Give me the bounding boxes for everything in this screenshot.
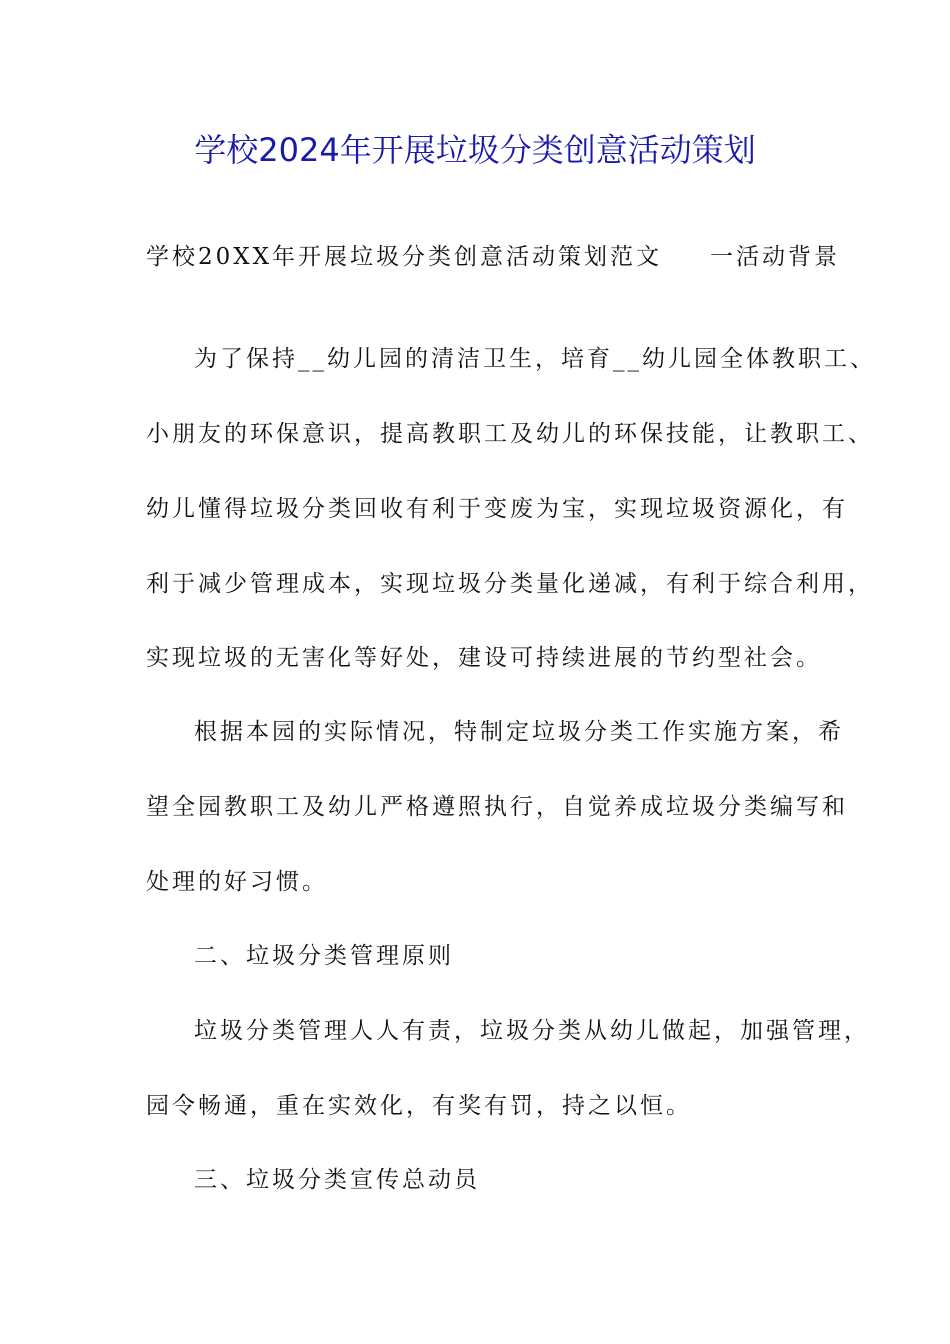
section-heading: 一活动背景 — [710, 244, 841, 270]
line-text: 学校20XX年开展垃圾分类创意活动策划范文 — [146, 244, 663, 270]
text-line-6: 实现垃圾的无害化等好处，建设可持续进展的节约型社会。 — [146, 645, 822, 671]
text-line-8: 望全园教职工及幼儿严格遵照执行，自觉养成垃圾分类编写和 — [146, 794, 848, 820]
section-heading-3: 三、垃圾分类宣传总动员 — [194, 1167, 480, 1193]
text-line-5: 利于减少管理成本，实现垃圾分类量化递减，有利于综合利用， — [146, 571, 874, 597]
text-line-11: 垃圾分类管理人人有责，垃圾分类从幼儿做起，加强管理， — [194, 1018, 870, 1044]
text-line-12: 园令畅通，重在实效化，有奖有罚，持之以恒。 — [146, 1093, 692, 1119]
section-heading-2: 二、垃圾分类管理原则 — [194, 943, 454, 969]
text-line-3: 小朋友的环保意识，提高教职工及幼儿的环保技能，让教职工、 — [146, 421, 874, 447]
text-line-1 — [146, 241, 840, 273]
text-line-7: 根据本园的实际情况，特制定垃圾分类工作实施方案，希 — [194, 719, 844, 745]
document-title: 学校2024年开展垃圾分类创意活动策划 — [194, 131, 756, 169]
text-line-4: 幼儿懂得垃圾分类回收有利于变废为宝，实现垃圾资源化，有 — [146, 496, 848, 522]
text-line-2: 为了保持__幼儿园的清洁卫生，培育__幼儿园全体教职工、 — [194, 346, 876, 372]
text-line-9: 处理的好习惯。 — [146, 869, 328, 895]
